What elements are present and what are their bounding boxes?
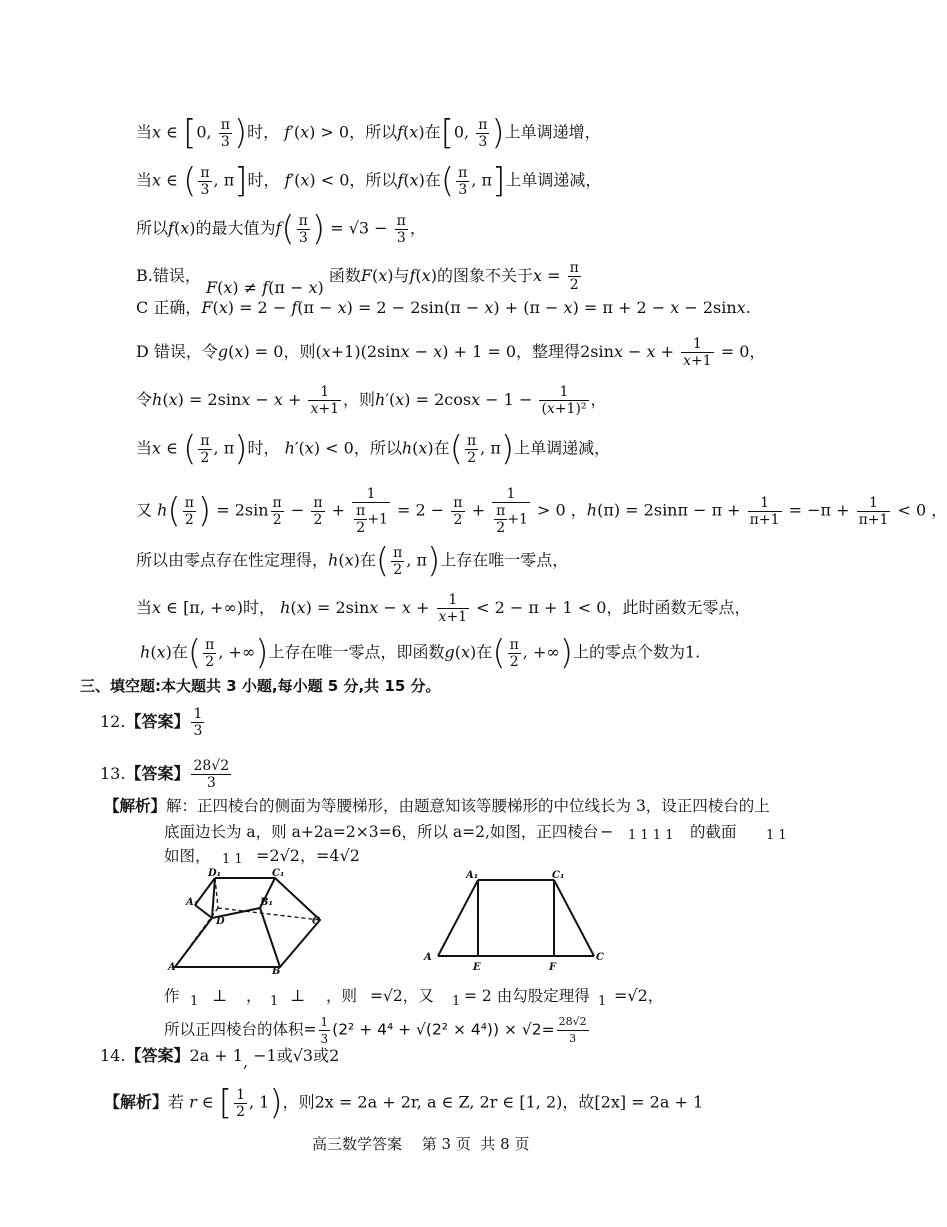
- t: C 正确，: [136, 298, 202, 317]
- t: ，所以: [349, 170, 398, 190]
- q13-p5a: 所以正四棱台的体积=: [164, 1020, 317, 1039]
- t: 的图象不关于: [436, 266, 533, 285]
- q14-p1d: ，故: [562, 1092, 595, 1112]
- t: 当: [136, 170, 153, 190]
- label-D1: D₁: [208, 868, 222, 879]
- q13-p3c: =2√2，: [256, 846, 316, 865]
- t: ，则: [343, 390, 376, 409]
- t: 时，: [247, 122, 280, 142]
- t: 时，: [247, 170, 280, 190]
- frustum-figure: [160, 866, 360, 978]
- line-4: B.错误， F(x) ≠ f(π − x) 函数F(x)与f(x)的图象不关于x = $\frac{\pi}{2}$: [136, 260, 579, 297]
- t: 在: [171, 642, 188, 662]
- q14-num: 14.: [100, 1046, 126, 1065]
- label-B: B: [272, 966, 281, 977]
- line-3: 所以f(x)的最大值为f( $\frac{\pi}{3}$ ) = √3 − $\frac{\pi}{3}$ ，: [136, 209, 426, 249]
- t: 在: [433, 438, 450, 458]
- t: 所以由零点存在性定理得，: [136, 550, 329, 570]
- t: 上存在唯一零点，即函数: [268, 642, 445, 662]
- q13-p5d: (2² + 4⁴ + √(2² × 4⁴)) × √2=: [332, 1020, 555, 1039]
- q13-p2-jiemian: 的截面: [690, 823, 737, 841]
- q13-p4f: ⊥: [290, 986, 306, 1005]
- q13-p4j: = 2 由勾股定理得: [464, 987, 590, 1005]
- q12-answer: [100, 706, 206, 739]
- t: 在: [424, 170, 441, 190]
- q13-jiexi-3: [164, 846, 211, 866]
- q13-ans-num: 28√2: [193, 758, 230, 774]
- label-D: D: [216, 916, 225, 927]
- q14-jiexi: 【解析】若 r ∈ [ $\frac{1}{2}$ , 1)，则2x = 2a + 2r, a ∈ Z, 2r ∈ [1, 2)，故[2x] = 2a + 1: [104, 1083, 704, 1123]
- q13-num: 13.: [100, 764, 126, 783]
- line-2: 当x ∈ ( $\frac{\pi}{3}$ , π]时， f′(x) < 0，所以f(x)在( $\frac{\pi}{3}$ , π]上单调递减，: [136, 161, 602, 201]
- label-C: C: [312, 916, 320, 927]
- line-7: 令h(x) = 2sinx − x + $\frac{1}{x+1}$ ，则h′(x) = 2cosx − 1 − $\frac{1}{\text{(x+1)²}}$ ，: [136, 384, 607, 417]
- line-6: D 错误，令g(x) = 0，则(x+1)(2sinx − x) + 1 = 0，整理得2sinx − x + $\frac{1}{x+1}$ = 0，: [136, 336, 766, 369]
- q13-ans-den: 3: [206, 775, 216, 791]
- line-8: 当x ∈ ( $\frac{\pi}{2}$ , π)时， h′(x) < 0，所以h(x)在( $\frac{\pi}{2}$ , π)上单调递减，: [136, 429, 611, 469]
- t: ，所以: [353, 438, 402, 458]
- label-A1: A₁: [186, 897, 199, 908]
- q12-num: 12.: [100, 712, 126, 731]
- q12-den: 3: [193, 723, 203, 739]
- t: ，则: [283, 342, 316, 361]
- q13-p4a: 作: [164, 987, 180, 1005]
- page-footer: 高三数学答案 第 3 页 共 8 页: [312, 1135, 530, 1153]
- q13-p5f: 3: [569, 1032, 577, 1045]
- t: 在: [424, 122, 441, 142]
- t: 上单调递减，: [514, 438, 611, 458]
- jiexi-tag: 【解析】: [104, 796, 167, 815]
- t: B.错误，: [136, 266, 201, 285]
- t: 在: [359, 550, 376, 570]
- q14-p1e: [2x] = 2a + 1: [594, 1092, 704, 1112]
- q14-p1b: ，则: [282, 1092, 315, 1112]
- q13-p2: 底面边长为 a，则 a+2a=2×3=6，所以 a=2,如图，正四棱台: [164, 823, 599, 841]
- q14-p1a: 若: [168, 1092, 185, 1112]
- q13-tag: 【答案】: [125, 764, 190, 783]
- t: 当: [136, 122, 153, 142]
- t: ，所以: [349, 122, 398, 142]
- line-11: 当x ∈ [π, +∞)时， h(x) = 2sinx − x + $\frac{1}{x+1}$ < 2 − π + 1 < 0，此时函数无零点，: [136, 592, 751, 625]
- q13-volume: [164, 1014, 591, 1047]
- q14-p1c: 2x = 2a + 2r, a ∈ Z, 2r ∈ [1, 2): [314, 1092, 563, 1112]
- q13-p4e: 1: [270, 994, 279, 1009]
- section-header: 三、填空题:本大题共 3 小题,每小题 5 分,共 15 分。: [80, 677, 441, 695]
- q13-p4g: ，则: [326, 987, 358, 1005]
- q13-p2-subs2: 1 1: [766, 828, 787, 843]
- section-figure: [420, 866, 610, 976]
- t: 又: [136, 500, 153, 520]
- line-10: 所以由零点存在性定理得，h(x)在( $\frac{\pi}{2}$ , π)上存在唯一零点，: [136, 541, 569, 581]
- q13-p4k: 1: [598, 994, 607, 1009]
- label-F: F: [549, 962, 557, 973]
- label-C1: C₁: [272, 868, 285, 879]
- q13-p5e: 28√2: [557, 1014, 589, 1031]
- t: ，整理得: [516, 342, 581, 361]
- t: 当: [136, 438, 153, 458]
- t: 上单调递增，: [504, 122, 601, 142]
- t: 上存在唯一零点，: [440, 550, 569, 570]
- q13-p4b: 1: [190, 994, 199, 1009]
- q13-p1: 解：正四棱台的侧面为等腰梯形，由题意知该等腰梯形的中位线长为 3，设正四棱台的上: [166, 797, 770, 815]
- q13-p4c: ⊥: [212, 986, 228, 1005]
- t: 时，: [247, 438, 280, 458]
- q12-num-top: 1: [193, 706, 203, 722]
- line-5: C 正确，F(x) = 2 − f(π − x) = 2 − 2sin(π − x) + (π − x) = π + 2 − x − 2sinx.: [136, 298, 751, 317]
- t: 令: [136, 390, 153, 409]
- q13-p4d: ，: [246, 986, 263, 1005]
- label-A1: A₁: [466, 870, 479, 881]
- q13-jiexi-1: [104, 796, 770, 816]
- q13-p2-minus: −: [600, 822, 614, 841]
- line-9: 又 h( $\frac{\pi}{2}$ ) = 2sin $\frac{\pi}{2}$ − $\frac{\pi}{2}$ + 1 $\frac{\pi}{2}$ +1 = 2 − $\frac{\pi}{2}$ + 1 $\frac{\pi}{2}$ +1 > 0 ，h(π) = 2sinπ − π + $\frac{1}{\pi+1}$ = −π + $\frac{1}{\pi+1}$ < 0 ，: [136, 486, 947, 536]
- line-12: h(x)在( $\frac{\pi}{2}$ , +∞)上存在唯一零点，即函数g(x)在( $\frac{\pi}{2}$ , +∞)上的零点个数为1.: [140, 633, 701, 673]
- q12-tag: 【答案】: [125, 712, 190, 731]
- q13-p4h: =√2，又: [370, 987, 434, 1005]
- t: 上的零点个数为1.: [572, 642, 701, 662]
- label-A: A: [168, 962, 176, 973]
- q13-p3-subs: 1 1: [222, 852, 243, 867]
- q13-p4i: 1: [452, 994, 461, 1009]
- t: 上单调递减，: [505, 170, 602, 190]
- q13-jiexi-2: [164, 822, 598, 842]
- t: 当: [136, 598, 153, 617]
- label-A: A: [424, 952, 432, 963]
- line-1: 当x ∈ [0, $\frac{\pi}{3}$ )时， f′(x) > 0，所以f(x)在[0, $\frac{\pi}{3}$ )上单调递增，: [136, 113, 601, 153]
- label-B1: B₁: [260, 897, 273, 908]
- q13-p3a: 如图，: [164, 847, 211, 865]
- t: ，此时函数无零点，: [606, 598, 751, 617]
- t: 函数: [328, 266, 361, 285]
- q14-answer: [100, 1046, 340, 1071]
- t: 与: [393, 266, 410, 285]
- t: 所以: [136, 218, 169, 238]
- q13-p4l: =√2，: [614, 986, 664, 1005]
- t: D 错误，令: [136, 342, 218, 361]
- q14-tag: 【答案】: [125, 1046, 190, 1065]
- q13-answer: [100, 758, 233, 791]
- t: 的最大值为: [195, 218, 276, 238]
- q14-sep: ,: [242, 1052, 249, 1071]
- q13-p2-subs: 1 1 1 1: [628, 828, 674, 843]
- t: 在: [476, 642, 493, 662]
- label-C1: C₁: [552, 870, 565, 881]
- label-E: E: [473, 962, 481, 973]
- q13-p5b: 1: [320, 1015, 329, 1029]
- q13-p5c: 3: [320, 1032, 329, 1046]
- label-C: C: [596, 952, 604, 963]
- t: 时，: [242, 598, 275, 617]
- q14-ans1: 2a + 1: [189, 1046, 243, 1065]
- q14-jiexi-tag: 【解析】: [104, 1092, 169, 1112]
- q14-ans2: −1或√3或2: [253, 1046, 340, 1065]
- q13-p3d: =4√2: [316, 846, 360, 865]
